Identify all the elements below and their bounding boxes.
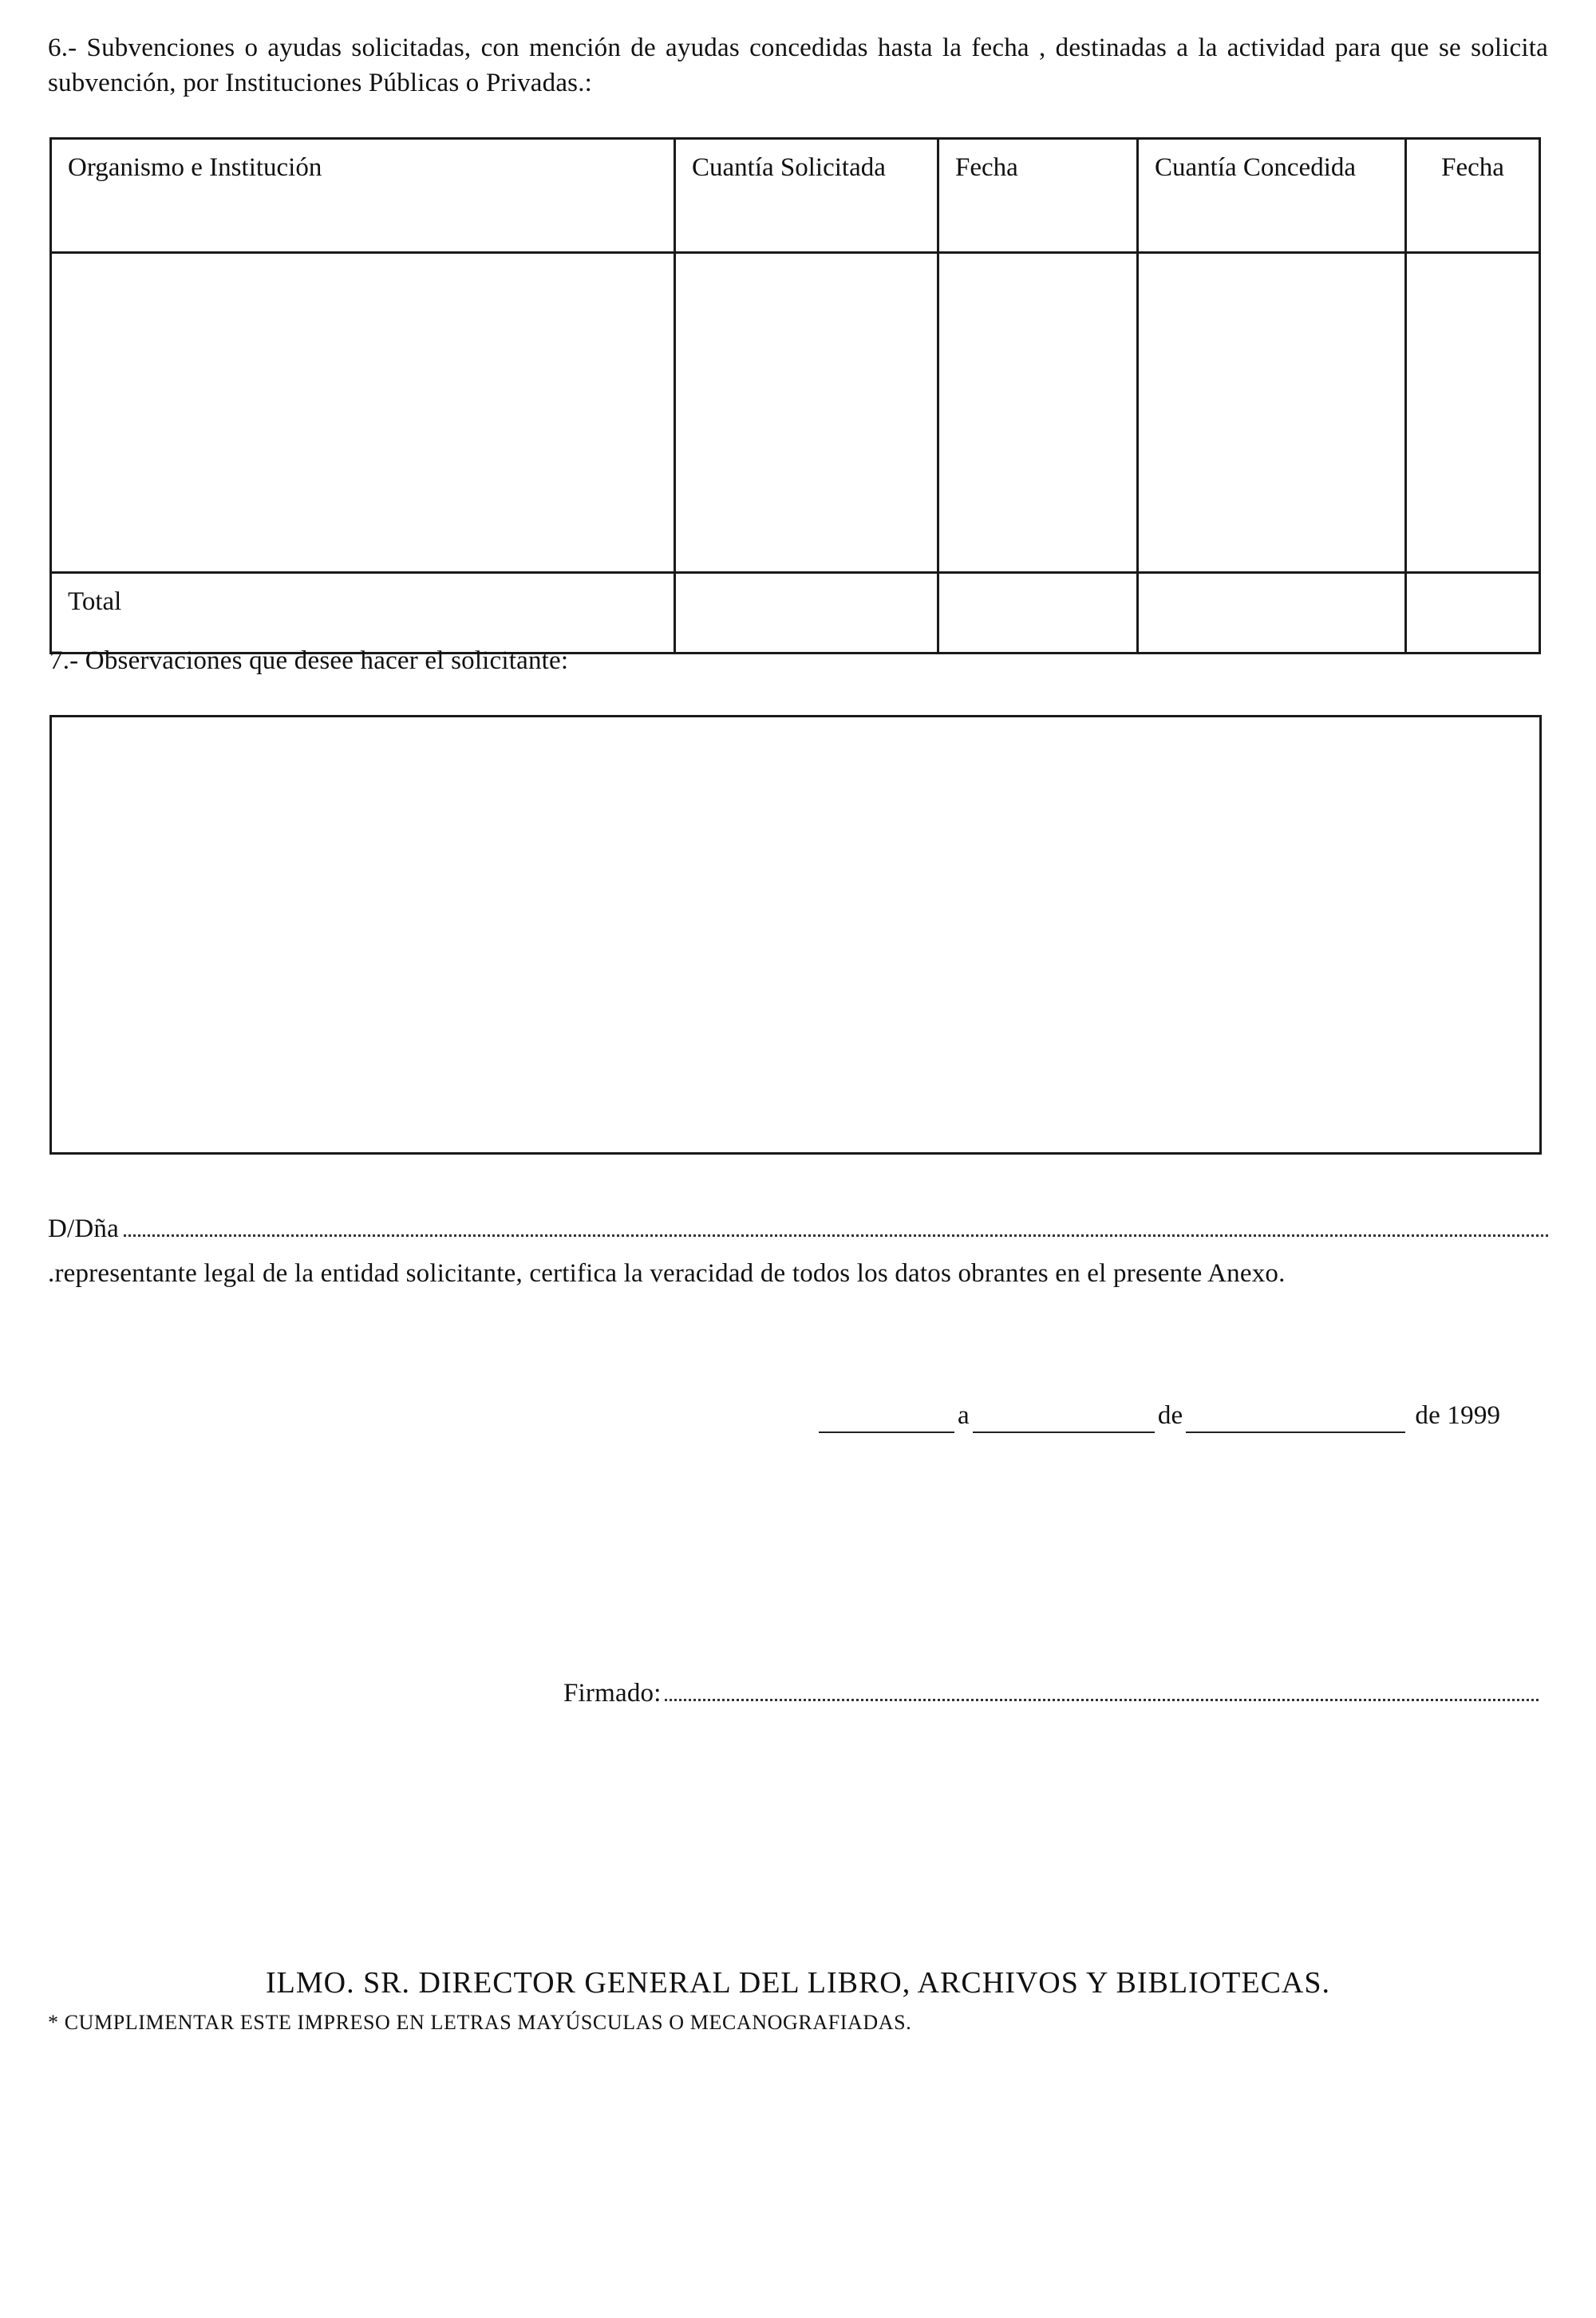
header-cuantia-solicitada: Cuantía Solicitada [675,139,938,253]
header-organismo: Organismo e Institución [51,139,675,253]
footnote: * CUMPLIMENTAR ESTE IMPRESO EN LETRAS MAYÚSCULAS O MECANOGRAFIADAS. [48,2011,912,2034]
header-fecha-concesion: Fecha [1406,139,1540,253]
signature-label: Firmado: [563,1679,662,1708]
signature-field[interactable] [665,1676,1539,1701]
fecha-solicitud-cell[interactable] [938,253,1138,573]
certification-statement: .representante legal de la entidad solicitante, certifica la veracidad de todos los datos obrantes en el presente Anexo. [48,1259,1286,1288]
day-field[interactable] [973,1400,1155,1433]
date-de-label: de [1157,1401,1183,1430]
total-cuantia-solicitada-cell[interactable] [675,573,938,654]
header-cuantia-concedida: Cuantía Concedida [1138,139,1406,253]
cuantia-concedida-cell[interactable] [1138,253,1406,573]
table-entry-row[interactable] [51,253,1540,573]
section-7-label: 7.- Observaciones que desee hacer el solicitante: [49,646,569,675]
place-field[interactable] [819,1400,954,1433]
total-fecha-solicitud-cell[interactable] [938,573,1138,654]
dna-name-field[interactable] [124,1212,1548,1237]
table-total-row [51,573,1540,654]
cuantia-solicitada-cell[interactable] [675,253,938,573]
organismo-cell[interactable] [51,253,675,573]
section-6-intro: 6.- Subvenciones o ayudas solicitadas, con mención de ayudas concedidas hasta la fecha , destinadas a la actividad para que se solicita subvención, por Instituciones Públicas o Privadas.: [48,34,1548,97]
signature-line [563,1676,1539,1711]
date-a-label: a [958,1401,970,1430]
total-cuantia-concedida-cell[interactable] [1138,573,1406,654]
dna-label: D/Dña [48,1214,119,1243]
date-year-label: de 1999 [1415,1401,1501,1430]
fecha-concesion-cell[interactable] [1406,253,1540,573]
total-label: Total [51,573,675,654]
header-fecha-solicitud: Fecha [938,139,1138,253]
month-field[interactable] [1186,1400,1405,1433]
grants-table [49,137,1541,654]
dna-line [48,1211,1548,1246]
total-fecha-concesion-cell[interactable] [1406,573,1540,654]
observations-box[interactable] [49,715,1542,1155]
table-header-row [51,139,1540,253]
date-line [819,1398,1537,1433]
addressee: ILMO. SR. DIRECTOR GENERAL DEL LIBRO, ARCHIVOS Y BIBLIOTECAS. [265,1966,1331,2000]
